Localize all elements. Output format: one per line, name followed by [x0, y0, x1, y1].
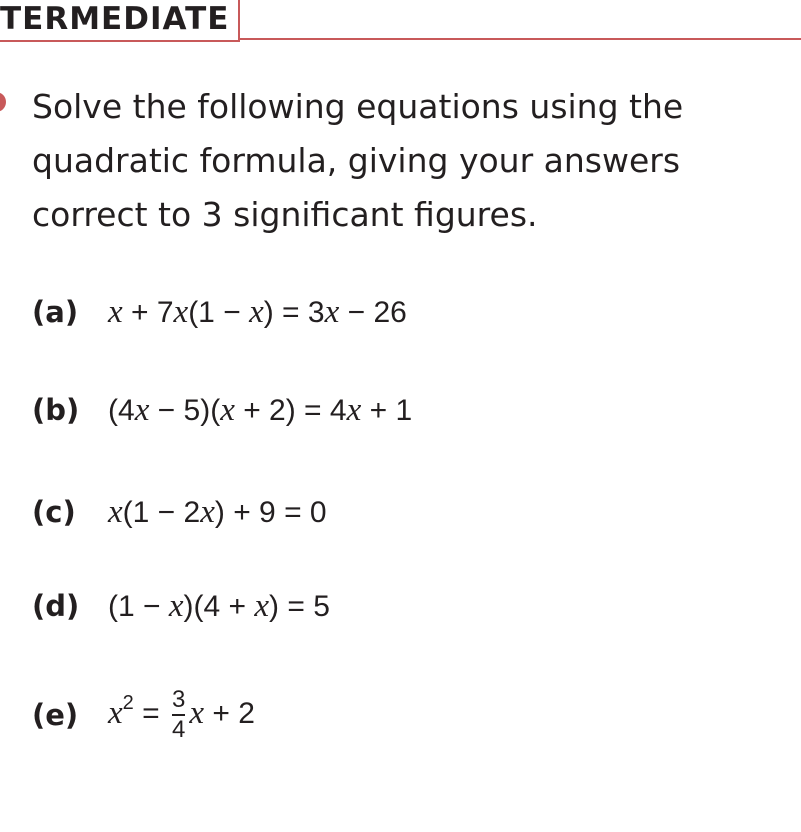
question-a: [32, 287, 407, 337]
instruction-line: quadratic formula, giving your answers: [32, 141, 681, 180]
question-c: [32, 487, 327, 537]
equation: (1 − x)(4 + x) = 5: [108, 587, 330, 624]
question-b: [32, 385, 412, 435]
header-rule: [240, 38, 801, 40]
question-e: [32, 686, 255, 743]
question-label: (d): [32, 589, 80, 623]
level-badge: [0, 0, 240, 42]
exercise-instruction: [32, 80, 772, 242]
equation: x + 7x(1 − x) = 3x − 26: [108, 293, 407, 330]
question-label: (e): [32, 698, 79, 732]
exercise-marker-icon: [0, 92, 6, 112]
instruction-line: correct to 3 significant figures.: [32, 195, 538, 234]
question-label: (b): [32, 393, 80, 427]
equation: x(1 − 2x) + 9 = 0: [108, 493, 327, 530]
equation: $x^2$ = $\frac{3}{4}$ x + 2: [108, 686, 255, 743]
instruction-line: Solve the following equations using the: [32, 87, 684, 126]
equation: (4x − 5)(x + 2) = 4x + 1: [108, 391, 413, 428]
exponent: 2: [122, 691, 134, 714]
question-label: (a): [32, 295, 79, 329]
question-d: [32, 581, 330, 631]
level-badge-label: TERMEDIATE: [0, 1, 230, 37]
question-label: (c): [32, 495, 76, 529]
fraction: $\frac{3}{4}$: [171, 686, 186, 743]
